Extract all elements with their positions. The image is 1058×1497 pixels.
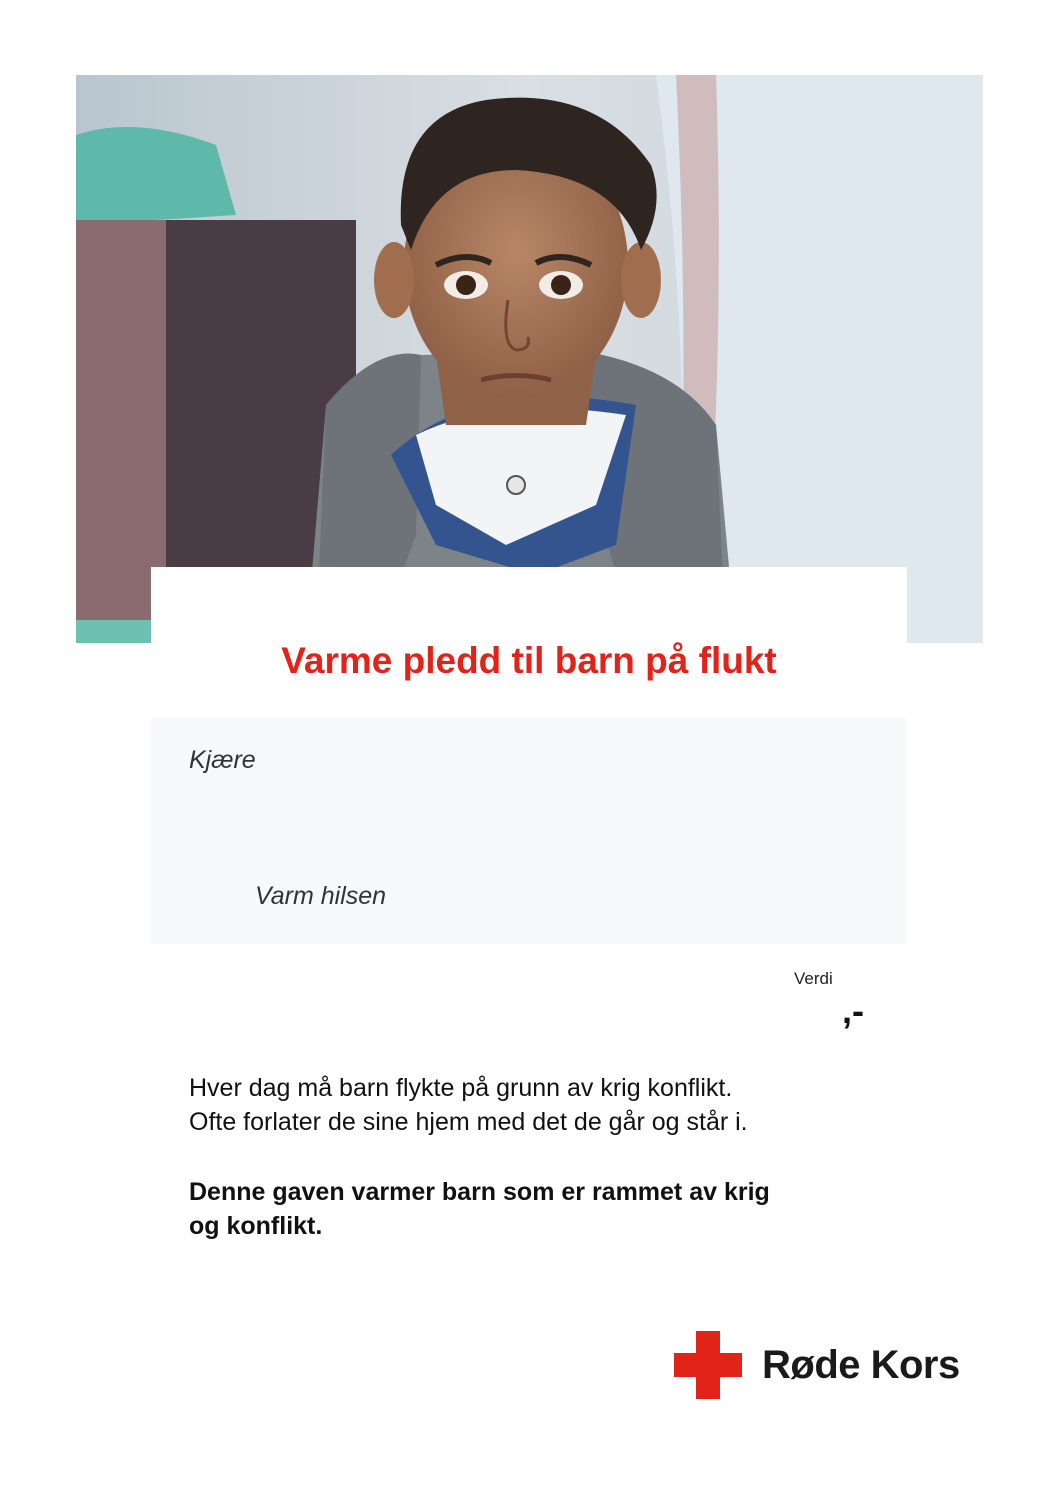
brand-name: Røde Kors [762,1342,960,1387]
greeting-label: Kjære [189,746,256,774]
description [189,1071,869,1243]
greeting-field-area[interactable] [151,718,907,944]
highlight-line: og konflikt. [189,1212,323,1240]
rode-kors-logo [674,1331,960,1399]
closing-label: Varm hilsen [255,882,387,910]
value-label: Verdi [794,969,833,988]
child-photo-illustration [76,75,983,643]
hero-photo [76,75,983,643]
description-line: Hver dag må barn flykte på grunn av krig konflikt. [189,1074,733,1102]
page-title: Varme pledd til barn på flukt [281,640,777,681]
title-panel [151,567,907,700]
red-cross-icon [674,1331,742,1399]
value-suffix: ,- [842,990,864,1031]
highlight-line: Denne gaven varmer barn som er rammet av krig [189,1178,770,1206]
description-line: Ofte forlater de sine hjem med det de går og står i. [189,1108,748,1136]
